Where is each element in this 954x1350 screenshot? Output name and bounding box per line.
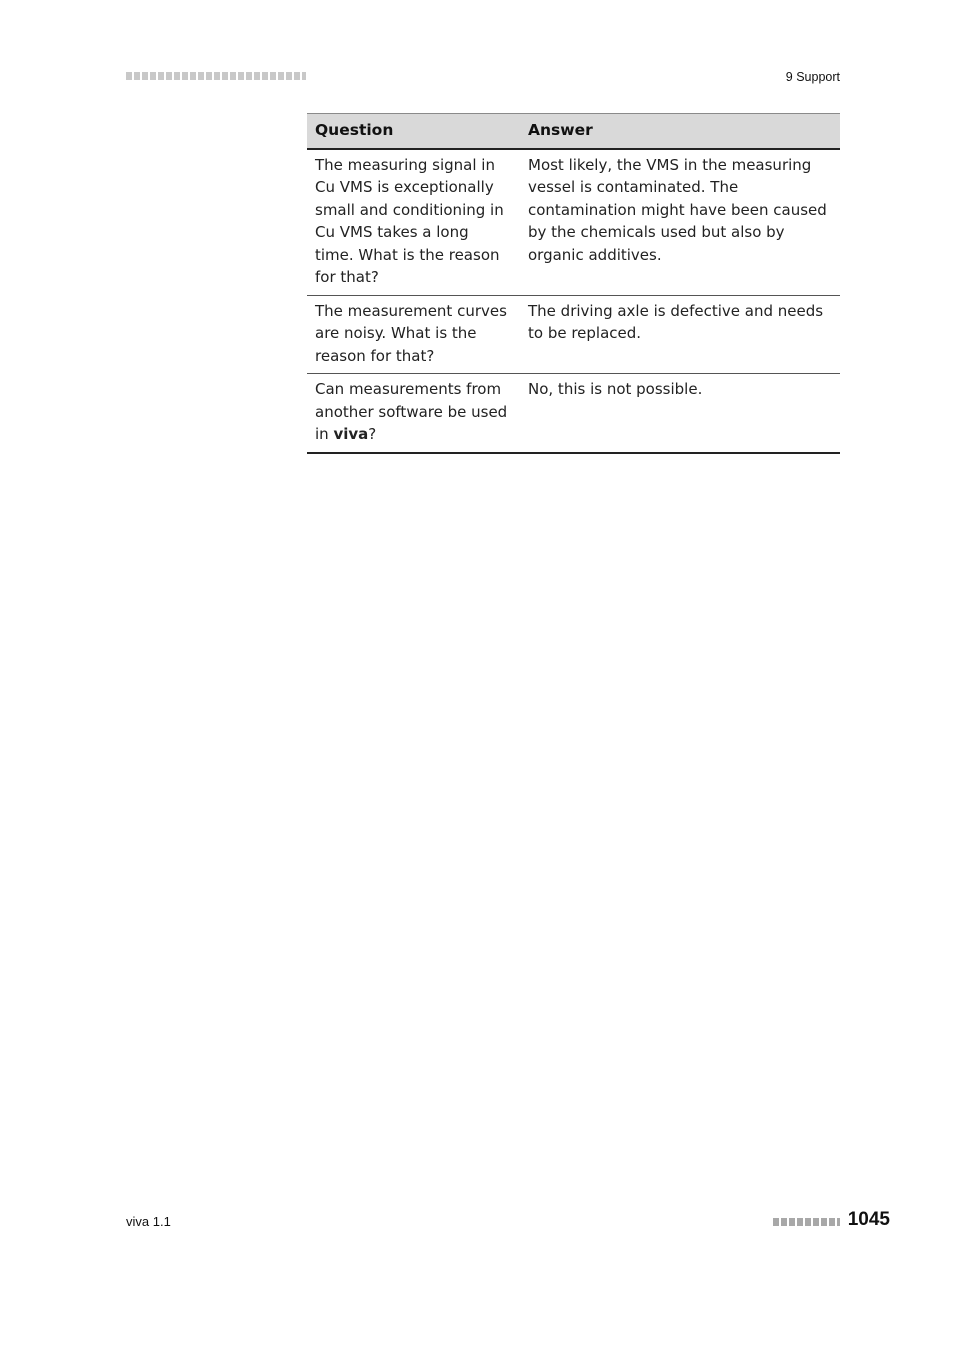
column-header-question: Question [307, 114, 520, 149]
table-header-row [307, 114, 840, 149]
faq-table [307, 113, 840, 454]
answer-cell: The driving axle is defective and needs to be replaced. [520, 295, 840, 374]
page-number: 1045 [847, 1209, 890, 1230]
footer-product-version: viva 1.1 [126, 1214, 171, 1229]
answer-cell: Most likely, the VMS in the measuring vessel is contaminated. The contamination might have been caused by the chemicals used but also by organic additives. [520, 149, 840, 296]
answer-cell: No, this is not possible. [528, 380, 703, 398]
table-row [307, 295, 840, 374]
question-cell: The measurement curves are noisy. What is the reason for that? [307, 295, 520, 374]
question-suffix: ? [368, 425, 377, 443]
column-header-answer: Answer [520, 114, 840, 149]
footer-decoration [773, 1218, 840, 1226]
question-cell: The measuring signal in Cu VMS is exceptionally small and conditioning in Cu VMS takes a long time. What is the reason for that? [307, 149, 520, 296]
question-text: Can measurements from another software be used in [315, 380, 508, 443]
question-cell [307, 374, 520, 453]
section-title: 9 Support [785, 70, 840, 84]
header-decoration [126, 72, 306, 80]
table-row [307, 374, 840, 453]
table-row [307, 149, 840, 296]
product-keyword: viva [333, 425, 369, 443]
